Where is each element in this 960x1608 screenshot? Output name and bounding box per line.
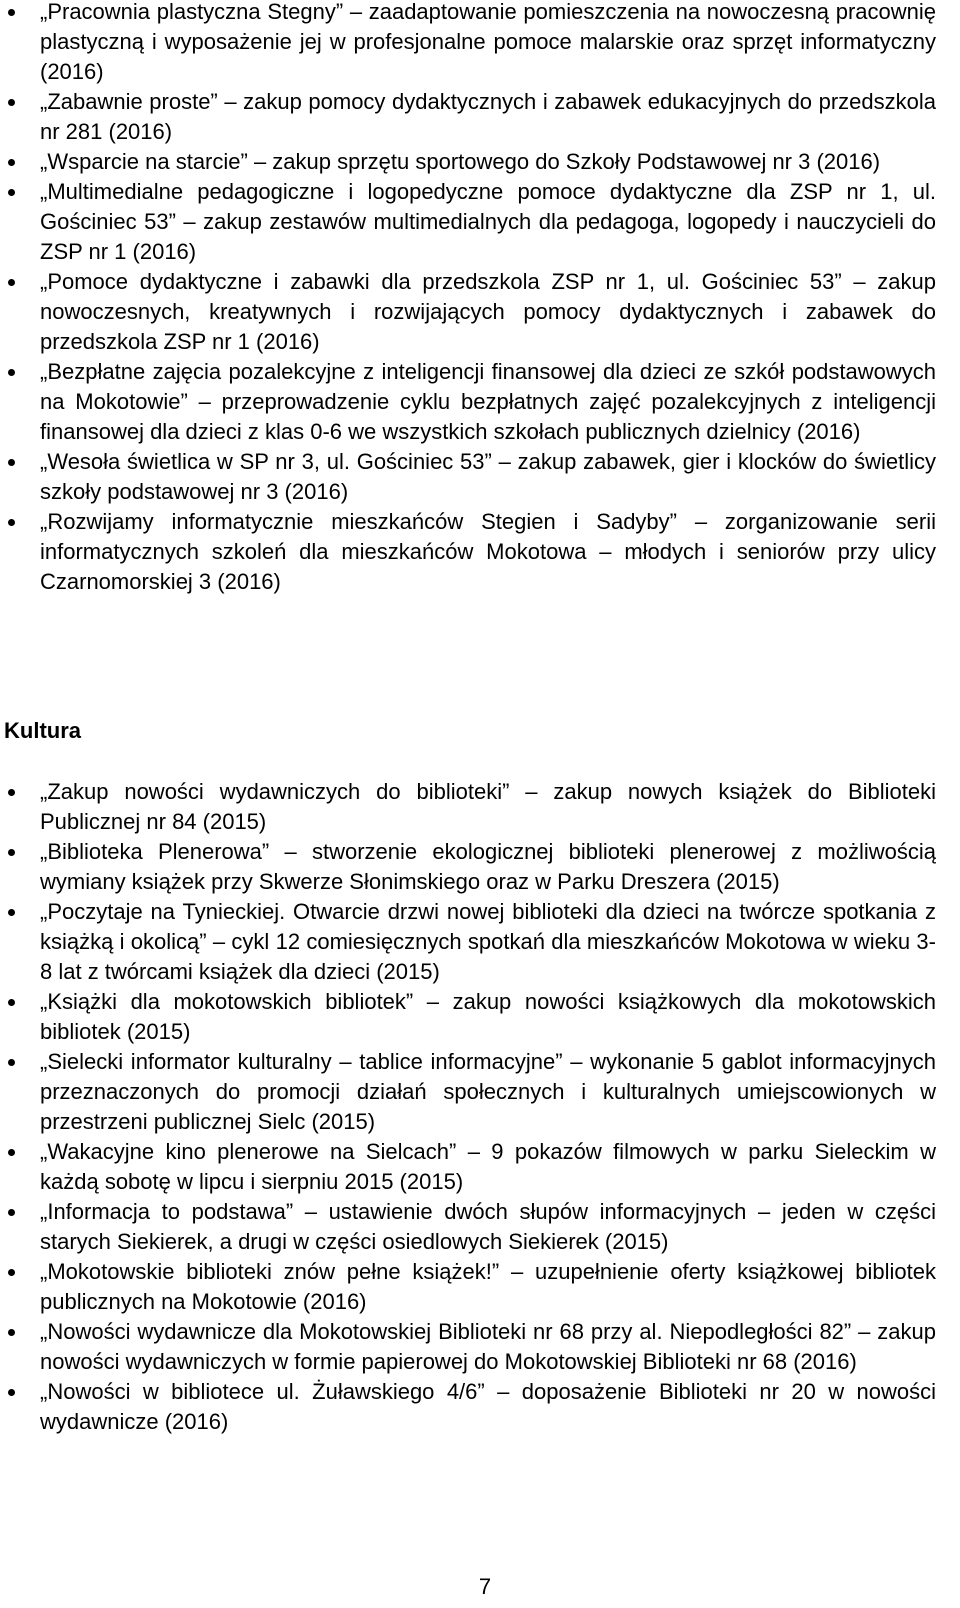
bullet-icon (8, 459, 15, 466)
bullet-icon (8, 1149, 15, 1156)
list-item-text: „Nowości w bibliotece ul. Żuławskiego 4/6” – doposażenie Biblioteki nr 20 w nowości wydawnicze (2016) (40, 1379, 936, 1434)
list-item (0, 777, 960, 837)
bullet-icon (8, 99, 15, 106)
culture-project-list (0, 777, 960, 1437)
list-item-text: „Biblioteka Plenerowa” – stworzenie ekologicznej biblioteki plenerowej z możliwością wymiany książek przy Skwerze Słonimskiego oraz w Parku Dreszera (2015) (40, 839, 936, 894)
list-item (0, 147, 960, 177)
list-item (0, 837, 960, 897)
list-item-text: „Sielecki informator kulturalny – tablice informacyjne” – wykonanie 5 gablot informacyjnych przeznaczonych do promocji działań społecznych i kulturalnych umiejscowionych w przestrzeni publicznej Sielc (2015) (40, 1049, 936, 1134)
bullet-icon (8, 9, 15, 16)
list-item (0, 987, 960, 1047)
list-item (0, 507, 960, 597)
bullet-icon (8, 159, 15, 166)
list-item-text: „Mokotowskie biblioteki znów pełne książek!” – uzupełnienie oferty książkowej bibliotek publicznych na Mokotowie (2016) (40, 1259, 936, 1314)
bullet-icon (8, 279, 15, 286)
list-item (0, 1047, 960, 1137)
list-item (0, 1197, 960, 1257)
page-number: 7 (478, 1574, 492, 1599)
list-item (0, 357, 960, 447)
bullet-icon (8, 189, 15, 196)
list-item (0, 177, 960, 267)
list-item-text: „Poczytaje na Tynieckiej. Otwarcie drzwi nowej biblioteki dla dzieci na twórcze spotkania z książką i okolicą” – cykl 12 comiesięcznych spotkań dla mieszkańców Mokotowa w wieku 3-8 lat z twórcami książek dla dzieci (2015) (40, 899, 936, 984)
bullet-icon (8, 1209, 15, 1216)
list-item (0, 1257, 960, 1317)
section-heading: Kultura (4, 718, 81, 743)
list-item (0, 1137, 960, 1197)
list-item-text: „Zakup nowości wydawniczych do biblioteki” – zakup nowych książek do Biblioteki Publicznej nr 84 (2015) (40, 779, 936, 834)
list-item-text: „Wesoła świetlica w SP nr 3, ul. Gościniec 53” – zakup zabawek, gier i klocków do świetlicy szkoły podstawowej nr 3 (2016) (40, 449, 936, 504)
list-item (0, 897, 960, 987)
list-item-text: „Nowości wydawnicze dla Mokotowskiej Biblioteki nr 68 przy al. Niepodległości 82” – zakup nowości wydawniczych w formie papierowej do Mokotowskiej Biblioteki nr 68 (2016) (40, 1319, 936, 1374)
list-item (0, 267, 960, 357)
bullet-icon (8, 999, 15, 1006)
bullet-icon (8, 789, 15, 796)
list-item (0, 0, 960, 87)
list-item-text: „Pracownia plastyczna Stegny” – zaadaptowanie pomieszczenia na nowoczesną pracownię plastyczną i wyposażenie jej w profesjonalne pomoce malarskie oraz sprzęt informatyczny (2016) (40, 0, 936, 84)
list-item-text: „Bezpłatne zajęcia pozalekcyjne z inteligencji finansowej dla dzieci ze szkół podstawowych na Mokotowie” – przeprowadzenie cyklu bezpłatnych zajęć pozalekcyjnych z inteligencji finansowej dla dzieci z klas 0-6 we wszystkich szkołach publicznych dzielnicy (2016) (40, 359, 936, 444)
list-item (0, 1377, 960, 1437)
list-item-text: „Wsparcie na starcie” – zakup sprzętu sportowego do Szkoły Podstawowej nr 3 (2016) (40, 149, 881, 174)
bullet-icon (8, 849, 15, 856)
list-item-text: „Pomoce dydaktyczne i zabawki dla przedszkola ZSP nr 1, ul. Gościniec 53” – zakup nowoczesnych, kreatywnych i rozwijających pomocy dydaktycznych i zabawek do przedszkola ZSP nr 1 (2016) (40, 269, 936, 354)
bullet-icon (8, 369, 15, 376)
bullet-icon (8, 519, 15, 526)
education-project-list (0, 0, 960, 597)
list-item-text: „Książki dla mokotowskich bibliotek” – zakup nowości książkowych dla mokotowskich bibliotek (2015) (40, 989, 936, 1044)
bullet-icon (8, 1269, 15, 1276)
list-item-text: „Rozwijamy informatycznie mieszkańców Stegien i Sadyby” – zorganizowanie serii informatycznych szkoleń dla mieszkańców Mokotowa – młodych i seniorów przy ulicy Czarnomorskiej 3 (2016) (40, 509, 936, 594)
bullet-icon (8, 1059, 15, 1066)
list-item-text: „Multimedialne pedagogiczne i logopedyczne pomoce dydaktyczne dla ZSP nr 1, ul. Gościniec 53” – zakup zestawów multimedialnych dla pedagoga, logopedy i nauczycieli do ZSP nr 1 (2016) (40, 179, 936, 264)
list-item-text: „Zabawnie proste” – zakup pomocy dydaktycznych i zabawek edukacyjnych do przedszkola nr 281 (2016) (40, 89, 936, 144)
list-item-text: „Informacja to podstawa” – ustawienie dwóch słupów informacyjnych – jeden w części starych Siekierek, a drugi w części osiedlowych Siekierek (2015) (40, 1199, 936, 1254)
bullet-icon (8, 1329, 15, 1336)
bullet-icon (8, 909, 15, 916)
list-item (0, 87, 960, 147)
bullet-icon (8, 1389, 15, 1396)
list-item (0, 1317, 960, 1377)
list-item-text: „Wakacyjne kino plenerowe na Sielcach” – 9 pokazów filmowych w parku Sieleckim w każdą sobotę w lipcu i sierpniu 2015 (2015) (40, 1139, 936, 1194)
list-item (0, 447, 960, 507)
